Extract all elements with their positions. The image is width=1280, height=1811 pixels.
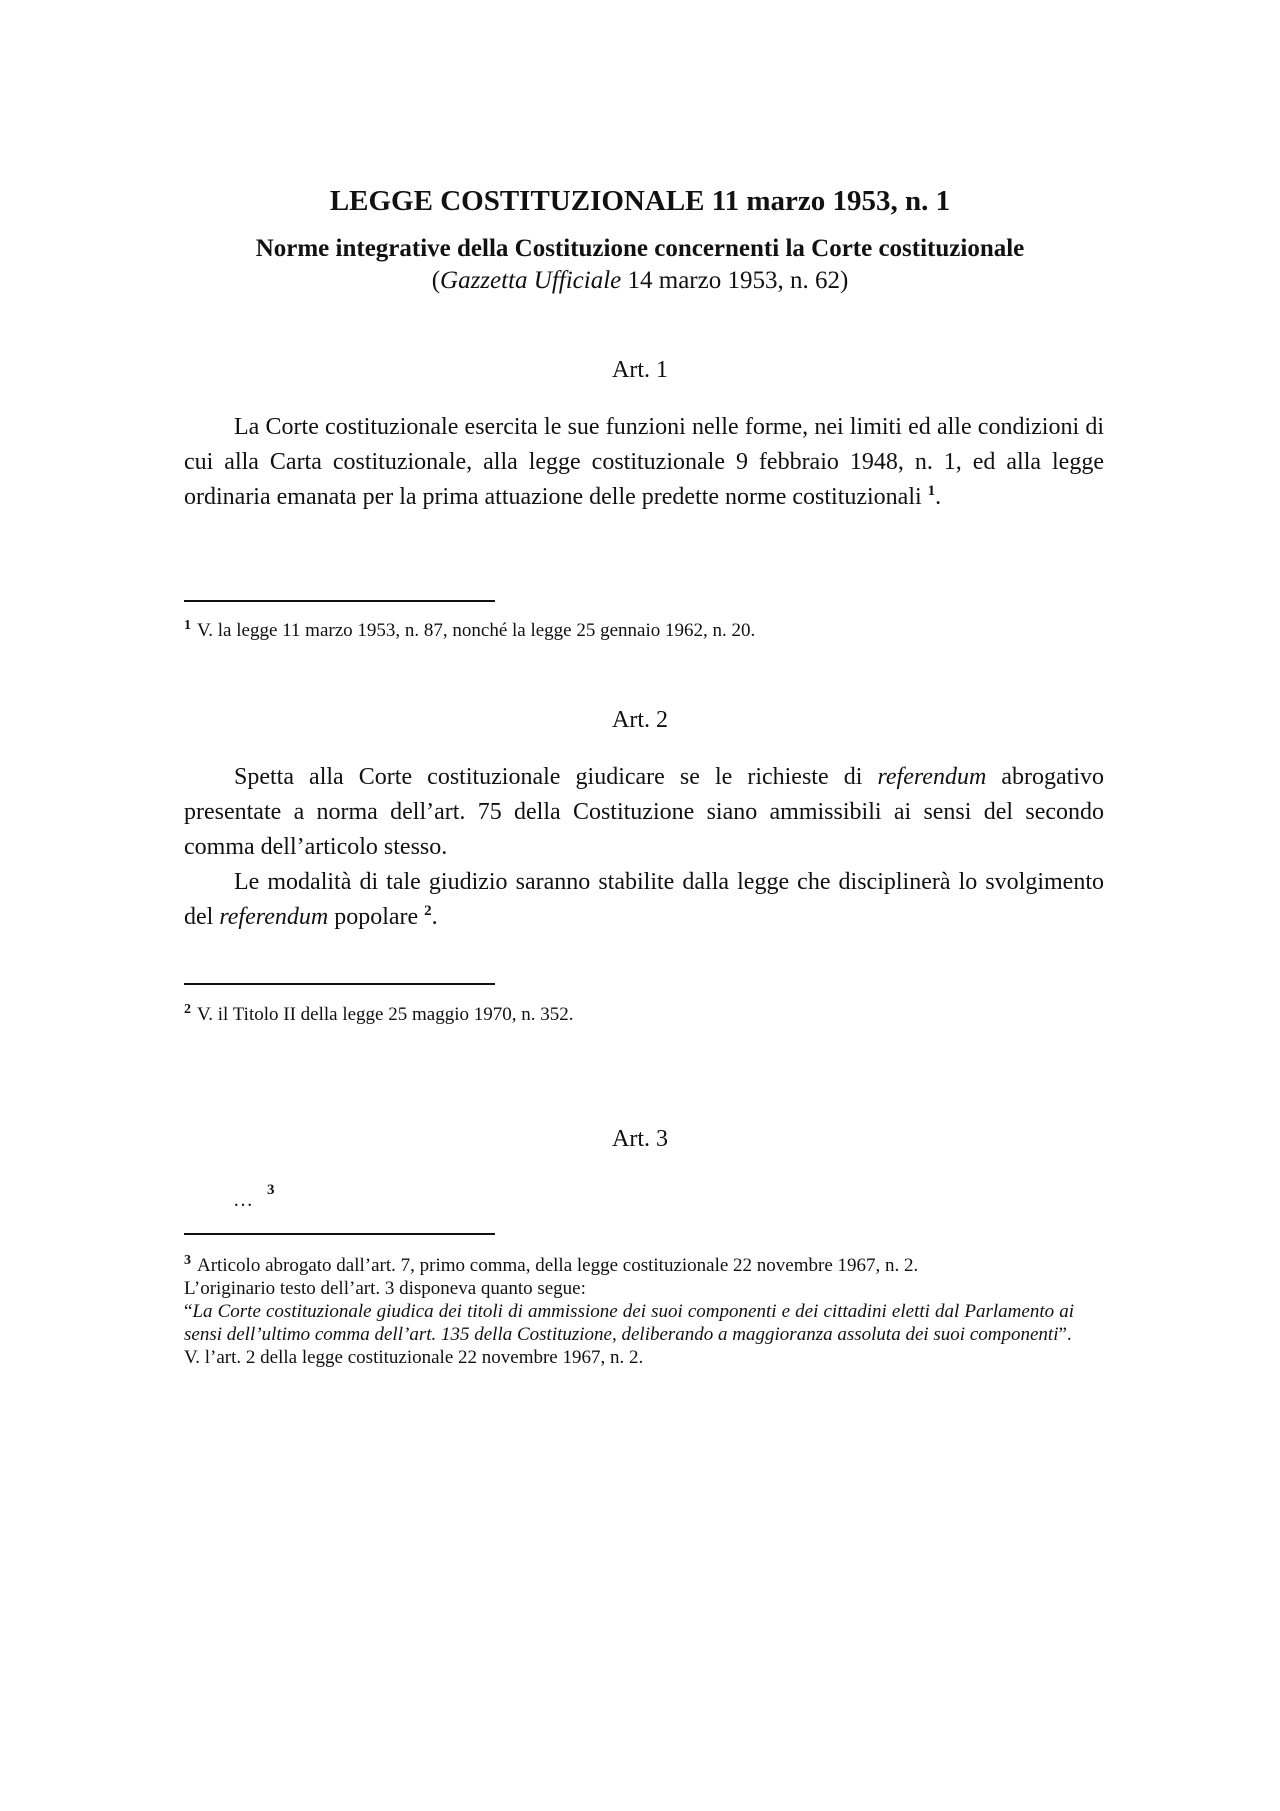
footnote-1-text: V. la legge 11 marzo 1953, n. 87, nonché la legge 25 gennaio 1962, n. 20.	[197, 620, 756, 641]
footnote-3-quote-block	[184, 1300, 1074, 1346]
gazette-open: (	[431, 267, 441, 294]
art-1-end: .	[935, 484, 942, 510]
art-2-p1-italic: referendum	[877, 764, 987, 790]
footnote-separator-1	[184, 600, 495, 602]
art-2-heading: Art. 2	[612, 707, 668, 733]
gazette-reference	[0, 266, 1280, 296]
art-2-p1-text-end: abrogativo presentate a norma dell’art. 75 della Costituzione siano ammissibili ai sensi del secondo comma dell’articolo stesso.	[184, 764, 1104, 860]
footnote-2-text: V. il Titolo II della legge 25 maggio 1970, n. 352.	[197, 1004, 574, 1025]
footnote-2	[184, 1003, 1074, 1026]
gazette-name: Gazzetta Ufficiale	[440, 267, 622, 294]
art-2-p2-text: Le modalità di tale giudizio saranno stabilite dalla legge che disciplinerà lo svolgimento del	[184, 869, 1104, 930]
art-2-end: .	[431, 904, 438, 930]
art-1-text: La Corte costituzionale esercita le sue funzioni nelle forme, nei limiti ed alle condizioni di cui alla Carta costituzionale, alla legge costituzionale 9 febbraio 1948, n. 1, ed alla legge ordinaria emanata per la prima attuazione delle predette norme costituzionali	[184, 414, 1104, 510]
art-2-p2-italic: referendum	[219, 904, 329, 930]
footnote-ref-2[interactable]: 2	[424, 903, 432, 919]
art-2-p1-text: Spetta alla Corte costituzionale giudicare se le richieste di	[234, 764, 878, 790]
art-3-omitted-text	[233, 1182, 275, 1215]
footnote-separator-3	[184, 1233, 495, 1235]
quote-close: ”.	[1058, 1324, 1072, 1345]
art-2-p2-text-end: popolare	[328, 904, 425, 930]
quote-open: “	[184, 1301, 193, 1322]
art-2-paragraph-1	[184, 760, 1104, 865]
footnote-3-original-text: La Corte costituzionale giudica dei titoli di ammissione dei suoi componenti e dei cittadini eletti dal Parlamento ai sensi dell’ultimo comma dell’art. 135 della Costituzione, deliberando a maggioranza assoluta dei suoi componenti	[184, 1301, 1074, 1345]
gazette-date: 14 marzo 1953, n. 62)	[621, 267, 849, 294]
art-3-heading: Art. 3	[612, 1126, 668, 1152]
document-title: LEGGE COSTITUZIONALE 11 marzo 1953, n. 1	[329, 185, 951, 217]
document-subtitle: Norme integrative della Costituzione concernenti la Corte costituzionale	[255, 235, 1025, 262]
footnote-separator-2	[184, 983, 495, 985]
footnote-3-number: 3	[184, 1253, 191, 1268]
art-1-heading: Art. 1	[612, 357, 668, 383]
footnote-1	[184, 619, 1074, 642]
art-2-paragraph-2	[184, 865, 1104, 935]
footnote-1-number: 1	[184, 618, 191, 633]
footnote-3-line-2: L’originario testo dell’art. 3 disponeva quanto segue:	[184, 1278, 586, 1299]
footnote-3-line-4: V. l’art. 2 della legge costituzionale 22 novembre 1967, n. 2.	[184, 1347, 644, 1368]
footnote-3-line-1	[184, 1254, 1074, 1277]
art-1-body	[184, 410, 1104, 515]
ellipsis: …	[233, 1189, 253, 1211]
footnote-2-number: 2	[184, 1002, 191, 1017]
footnote-ref-1[interactable]: 1	[927, 483, 936, 499]
art-1-paragraph	[184, 410, 1104, 515]
footnote-3	[184, 1254, 1074, 1369]
footnote-ref-3[interactable]: 3	[267, 1182, 275, 1198]
footnote-3-abrogation: Articolo abrogato dall’art. 7, primo comma, della legge costituzionale 22 novembre 1967, n. 2.	[197, 1255, 919, 1276]
art-2-body	[184, 760, 1104, 935]
